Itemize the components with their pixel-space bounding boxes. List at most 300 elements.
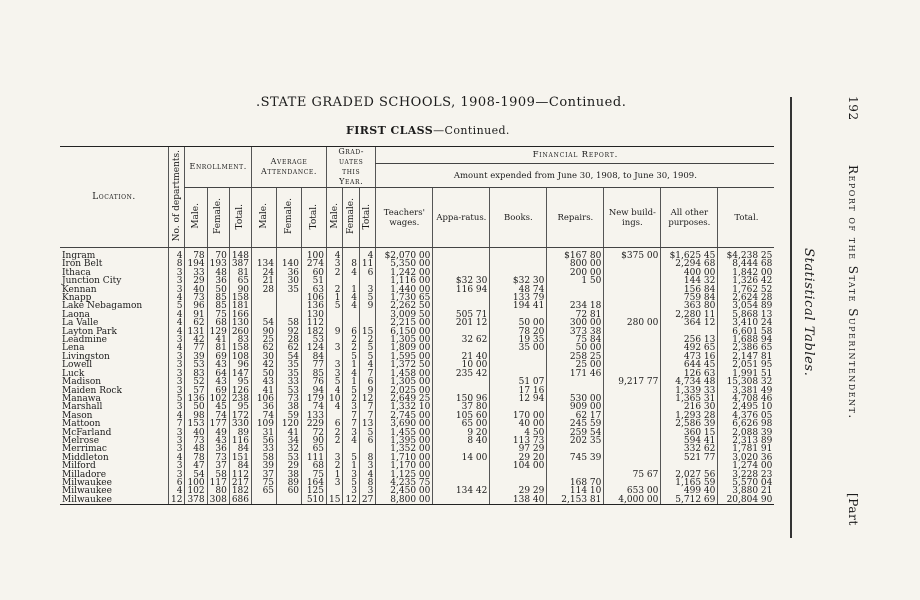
apparatus-header: Appa-ratus. — [433, 188, 490, 248]
value-cell: 4 — [327, 387, 343, 395]
value-cell: 39 — [252, 462, 277, 470]
value-cell: 12 — [169, 496, 185, 505]
value-cell: 108 — [229, 353, 251, 361]
value-cell: $32 30 — [433, 277, 490, 285]
value-cell: 148 — [229, 248, 251, 261]
value-cell: 2,280 11 — [661, 311, 718, 319]
value-cell: 2 — [327, 269, 343, 277]
value-cell: 35 — [277, 370, 302, 378]
value-cell: 116 — [229, 437, 251, 445]
value-cell: 3 — [169, 403, 185, 411]
value-cell: 2,215 00 — [376, 319, 433, 327]
value-cell: 37 80 — [433, 403, 490, 411]
amount-expended-header: Amount expended from June 30, 1908, to June 30, 1909. — [376, 164, 775, 188]
value-cell: 53 — [185, 361, 207, 369]
value-cell: 130 — [302, 311, 327, 319]
value-cell: 5 — [359, 429, 375, 437]
value-cell: 4 — [343, 269, 359, 277]
value-cell: 1,372 50 — [376, 361, 433, 369]
value-cell: 1,305 00 — [376, 378, 433, 386]
value-cell: 8 40 — [433, 437, 490, 445]
value-cell — [547, 378, 604, 386]
value-cell: 1,781 91 — [718, 445, 775, 453]
location-cell: Junction City — [62, 276, 122, 287]
value-cell: 164 — [302, 479, 327, 487]
value-cell: 60 — [302, 269, 327, 277]
att-male-header — [252, 188, 277, 248]
value-cell: 100 — [302, 248, 327, 261]
value-cell: 4 — [359, 361, 375, 369]
value-cell — [604, 445, 661, 453]
location-cell: Knapp — [62, 293, 92, 304]
value-cell: 42 — [185, 336, 207, 344]
value-cell: 2,386 65 — [718, 344, 775, 352]
value-cell: 112 — [302, 319, 327, 327]
value-cell: 130 — [229, 319, 251, 327]
subtitle-main: FIRST CLASS — [346, 124, 434, 137]
value-cell — [604, 302, 661, 310]
value-cell: 2,649 25 — [376, 395, 433, 403]
value-cell: 30 — [277, 277, 302, 285]
value-cell: 49 — [207, 429, 229, 437]
enroll-male-header — [185, 188, 207, 248]
location-cell: Iron Belt — [62, 259, 103, 270]
value-cell: 216 30 — [661, 403, 718, 411]
value-cell — [490, 260, 547, 268]
value-cell: 1 — [343, 286, 359, 294]
value-cell: 28 — [252, 286, 277, 294]
value-cell: 51 — [302, 277, 327, 285]
value-cell: 65 — [252, 487, 277, 495]
value-cell: 274 — [302, 260, 327, 268]
value-cell: 32 62 — [433, 336, 490, 344]
value-cell: 2,495 10 — [718, 403, 775, 411]
value-cell: 1 — [343, 462, 359, 470]
value-cell: 1,165 59 — [661, 479, 718, 487]
value-cell — [490, 248, 547, 261]
value-cell: 3 — [327, 370, 343, 378]
location-cell: Lowell — [62, 360, 93, 371]
value-cell: 72 81 — [547, 311, 604, 319]
value-cell — [277, 294, 302, 302]
value-cell: 3 — [169, 277, 185, 285]
value-cell: 181 — [229, 302, 251, 310]
value-cell: 57 — [185, 387, 207, 395]
value-cell: 3,381 49 — [718, 387, 775, 395]
value-cell: 29 — [185, 277, 207, 285]
value-cell: 4 — [359, 471, 375, 479]
value-cell: 4,734 48 — [661, 378, 718, 386]
value-cell: 594 41 — [661, 437, 718, 445]
value-cell: 2 — [327, 286, 343, 294]
value-cell: 505 71 — [433, 311, 490, 319]
value-cell: 90 — [252, 328, 277, 336]
value-cell: 3 — [169, 286, 185, 294]
value-cell: 50 00 — [490, 319, 547, 327]
value-cell: 3 — [169, 361, 185, 369]
grad-female-header — [343, 188, 359, 248]
value-cell — [433, 496, 490, 505]
value-cell — [490, 471, 547, 479]
grad-male-text: Male. — [329, 203, 340, 230]
location-cell: Maiden Rock — [62, 385, 122, 396]
value-cell: 166 — [229, 311, 251, 319]
value-cell: 28 — [277, 336, 302, 344]
value-cell: 3,020 36 — [718, 454, 775, 462]
value-cell: 4 50 — [490, 429, 547, 437]
value-cell: 4 — [327, 248, 343, 261]
value-cell: 31 — [252, 429, 277, 437]
value-cell: 129 — [207, 328, 229, 336]
location-header: Location. — [60, 147, 169, 248]
value-cell: 4 — [327, 403, 343, 411]
value-cell: 2 — [343, 336, 359, 344]
value-cell: 134 42 — [433, 487, 490, 495]
value-cell: 124 — [302, 344, 327, 352]
value-cell: 1,332 10 — [376, 403, 433, 411]
value-cell: 3,228 23 — [718, 471, 775, 479]
value-cell: 96 — [229, 361, 251, 369]
value-cell: 36 — [207, 445, 229, 453]
value-cell: 373 38 — [547, 328, 604, 336]
value-cell: 53 — [302, 336, 327, 344]
value-cell: 84 — [302, 353, 327, 361]
value-cell — [604, 269, 661, 277]
value-cell: 2,294 68 — [661, 260, 718, 268]
total-header: Total. — [718, 188, 775, 248]
value-cell: 1,595 00 — [376, 353, 433, 361]
value-cell: 4 — [169, 344, 185, 352]
value-cell: 7 — [343, 420, 359, 428]
value-cell — [604, 403, 661, 411]
value-cell: 1,842 00 — [718, 269, 775, 277]
value-cell: 72 — [302, 429, 327, 437]
side-report-title: Report of the State Superintendent. — [846, 165, 860, 420]
enrollment-header: Enrollment. — [185, 147, 252, 188]
value-cell: 1,170 00 — [376, 462, 433, 470]
value-cell: 3 — [359, 487, 375, 495]
value-cell: 759 84 — [661, 294, 718, 302]
value-cell: 147 — [229, 370, 251, 378]
value-cell: 5,712 69 — [661, 496, 718, 505]
value-cell: 25 00 — [547, 361, 604, 369]
financial-header: Financial Report. — [376, 147, 775, 164]
value-cell: 64 — [207, 370, 229, 378]
value-cell: 1,440 00 — [376, 286, 433, 294]
value-cell: 40 00 — [490, 420, 547, 428]
value-cell: 136 — [185, 395, 207, 403]
value-cell: 182 — [229, 487, 251, 495]
value-cell: 5 — [359, 353, 375, 361]
value-cell: 2 — [327, 429, 343, 437]
value-cell: 50 — [252, 370, 277, 378]
subtitle-continued: —Continued. — [433, 124, 510, 137]
value-cell: 48 — [185, 445, 207, 453]
value-cell: 65 — [229, 277, 251, 285]
value-cell: 217 — [229, 479, 251, 487]
value-cell: 41 — [277, 429, 302, 437]
value-cell: 5 — [343, 454, 359, 462]
value-cell: 8,800 00 — [376, 496, 433, 505]
enroll-total-text: Total. — [235, 203, 246, 230]
value-cell: 78 20 — [490, 328, 547, 336]
value-cell: 60 — [277, 487, 302, 495]
location-cell: Kennan — [62, 284, 97, 295]
value-cell: 653 00 — [604, 487, 661, 495]
value-cell: 1,326 42 — [718, 277, 775, 285]
value-cell: 4,235 75 — [376, 479, 433, 487]
value-cell: 33 — [185, 269, 207, 277]
value-cell: 36 — [207, 277, 229, 285]
value-cell: 9 20 — [433, 429, 490, 437]
value-cell: 104 00 — [490, 462, 547, 470]
location-cell: Manawa — [62, 393, 101, 404]
value-cell: 2,027 56 — [661, 471, 718, 479]
value-cell: 29 — [277, 462, 302, 470]
value-cell: 168 70 — [547, 479, 604, 487]
value-cell — [604, 277, 661, 285]
value-cell: 2 — [359, 336, 375, 344]
value-cell: 69 — [207, 353, 229, 361]
value-cell: 6 — [169, 479, 185, 487]
value-cell: 3 — [343, 487, 359, 495]
value-cell: 3 — [359, 286, 375, 294]
enroll-female-text: Female. — [213, 198, 224, 235]
value-cell: 7 — [359, 412, 375, 420]
value-cell: 4,708 46 — [718, 395, 775, 403]
value-cell: 5 — [327, 378, 343, 386]
location-cell: Milford — [62, 461, 96, 472]
value-cell: 6,150 00 — [376, 328, 433, 336]
value-cell: 644 45 — [661, 361, 718, 369]
value-cell: 2,450 00 — [376, 487, 433, 495]
page-subtitle — [346, 124, 510, 137]
value-cell: 2 — [343, 344, 359, 352]
side-part-label: [Part — [846, 493, 860, 526]
value-cell: 5 — [169, 395, 185, 403]
location-cell: Leadmine — [62, 335, 107, 346]
value-cell: 1,125 00 — [376, 471, 433, 479]
value-cell: 114 10 — [547, 487, 604, 495]
value-cell: 17 16 — [490, 387, 547, 395]
value-cell: 113 73 — [490, 437, 547, 445]
value-cell: 258 25 — [547, 353, 604, 361]
value-cell: 10 — [327, 395, 343, 403]
right-margin-rule — [790, 97, 792, 538]
value-cell — [343, 311, 359, 319]
value-cell: 15 — [359, 328, 375, 336]
value-cell: 74 — [207, 412, 229, 420]
value-cell: 54 — [185, 471, 207, 479]
value-cell: 3 — [169, 336, 185, 344]
value-cell: 48 74 — [490, 286, 547, 294]
value-cell: 54 — [277, 353, 302, 361]
value-cell: 136 — [302, 302, 327, 310]
value-cell: 3,410 24 — [718, 319, 775, 327]
value-cell: 50 00 — [547, 344, 604, 352]
value-cell: 7 — [343, 412, 359, 420]
location-cell: McFarland — [62, 427, 112, 438]
value-cell: 84 — [229, 462, 251, 470]
value-cell: 7 — [169, 420, 185, 428]
value-cell: 151 — [229, 454, 251, 462]
value-cell: 21 — [252, 277, 277, 285]
value-cell: 201 12 — [433, 319, 490, 327]
location-cell: Milwaukee — [62, 477, 112, 488]
value-cell: 4 — [169, 248, 185, 261]
value-cell: 2,313 89 — [718, 437, 775, 445]
value-cell: 9 — [327, 328, 343, 336]
value-cell: 5 — [169, 302, 185, 310]
value-cell — [252, 294, 277, 302]
value-cell — [359, 311, 375, 319]
location-cell: Melrose — [62, 435, 100, 446]
value-cell: 50 — [185, 403, 207, 411]
value-cell: 53 — [277, 387, 302, 395]
departments-header — [169, 147, 185, 248]
value-cell: 3,009 50 — [376, 311, 433, 319]
value-cell: 59 — [277, 412, 302, 420]
value-cell: 96 — [185, 302, 207, 310]
new-buildings-header: New build-ings. — [604, 188, 661, 248]
value-cell — [327, 311, 343, 319]
value-cell — [604, 294, 661, 302]
value-cell: 4,000 00 — [604, 496, 661, 505]
location-cell: Lake Nebagamon — [62, 301, 143, 312]
value-cell: 43 — [207, 361, 229, 369]
value-cell: 6,626 98 — [718, 420, 775, 428]
location-cell: Layton Park — [62, 326, 117, 337]
value-cell: 12 — [343, 496, 359, 505]
value-cell: 131 — [185, 328, 207, 336]
att-total-header — [302, 188, 327, 248]
value-cell: 63 — [302, 286, 327, 294]
location-cell: Marshall — [62, 402, 103, 413]
location-cell: Ithaca — [62, 267, 91, 278]
value-cell: 43 — [207, 378, 229, 386]
value-cell — [433, 248, 490, 261]
value-cell: 4 — [343, 370, 359, 378]
value-cell: 1 — [343, 378, 359, 386]
value-cell: 909 00 — [547, 403, 604, 411]
value-cell: 112 — [229, 471, 251, 479]
value-cell: 4 — [343, 437, 359, 445]
value-cell: 84 — [229, 445, 251, 453]
value-cell: 1,688 94 — [718, 336, 775, 344]
value-cell: 3 — [327, 344, 343, 352]
value-cell: 1,809 00 — [376, 344, 433, 352]
value-cell: 68 — [302, 462, 327, 470]
value-cell: 2,025 00 — [376, 387, 433, 395]
value-cell: 3,880 21 — [718, 487, 775, 495]
value-cell — [433, 378, 490, 386]
value-cell: 171 46 — [547, 370, 604, 378]
value-cell: 12 94 — [490, 395, 547, 403]
value-cell — [433, 294, 490, 302]
value-cell: 76 — [302, 378, 327, 386]
value-cell — [252, 302, 277, 310]
value-cell: 68 — [207, 319, 229, 327]
value-cell: 499 40 — [661, 487, 718, 495]
value-cell: 4,376 05 — [718, 412, 775, 420]
value-cell: 3 — [169, 445, 185, 453]
value-cell: 1,305 00 — [376, 336, 433, 344]
value-cell: 102 — [207, 395, 229, 403]
value-cell: 8 — [359, 454, 375, 462]
grad-male-header — [327, 188, 343, 248]
value-cell: 235 42 — [433, 370, 490, 378]
value-cell: 5 — [343, 479, 359, 487]
value-cell: 33 — [252, 445, 277, 453]
value-cell: 2,745 00 — [376, 412, 433, 420]
value-cell: 80 — [207, 487, 229, 495]
value-cell: $32 30 — [490, 277, 547, 285]
value-cell: 9 — [359, 302, 375, 310]
value-cell: 35 — [277, 361, 302, 369]
enroll-male-text: Male. — [190, 203, 201, 230]
value-cell: 3 — [169, 462, 185, 470]
value-cell: 194 — [185, 260, 207, 268]
value-cell: 34 — [277, 437, 302, 445]
value-cell: 41 — [252, 387, 277, 395]
value-cell: 5,350 00 — [376, 260, 433, 268]
value-cell — [604, 412, 661, 420]
value-cell: 153 — [185, 420, 207, 428]
value-cell: 4 — [169, 454, 185, 462]
value-cell: 102 — [185, 487, 207, 495]
value-cell: 686 — [229, 496, 251, 505]
value-cell: 95 — [229, 403, 251, 411]
value-cell: 1 — [327, 294, 343, 302]
value-cell: 58 — [277, 319, 302, 327]
value-cell: 530 00 — [547, 395, 604, 403]
value-cell: 41 — [207, 336, 229, 344]
value-cell: 30 — [252, 353, 277, 361]
value-cell: 47 — [185, 462, 207, 470]
value-cell — [433, 260, 490, 268]
value-cell: 94 — [302, 387, 327, 395]
value-cell: 3 — [169, 353, 185, 361]
value-cell: 11 — [359, 260, 375, 268]
value-cell: 73 — [185, 294, 207, 302]
value-cell: 62 — [277, 344, 302, 352]
value-cell: 378 — [185, 496, 207, 505]
value-cell — [433, 462, 490, 470]
value-cell — [433, 471, 490, 479]
value-cell: 89 — [229, 429, 251, 437]
value-cell: 83 — [185, 370, 207, 378]
value-cell: 510 — [302, 496, 327, 505]
value-cell: 280 00 — [604, 319, 661, 327]
table-body — [60, 248, 774, 505]
value-cell: 13 — [359, 420, 375, 428]
all-other-header: All other purposes. — [661, 188, 718, 248]
value-cell: 78 — [185, 454, 207, 462]
value-cell: 8 — [359, 479, 375, 487]
value-cell: 2 — [327, 437, 343, 445]
value-cell: 6 — [359, 269, 375, 277]
value-cell: 21 40 — [433, 353, 490, 361]
value-cell: 1,339 33 — [661, 387, 718, 395]
value-cell: 150 96 — [433, 395, 490, 403]
value-cell: 6 — [343, 328, 359, 336]
value-cell: 75 — [302, 471, 327, 479]
value-cell: 2,153 81 — [547, 496, 604, 505]
value-cell: 200 00 — [547, 269, 604, 277]
value-cell: 75 84 — [547, 336, 604, 344]
value-cell: 1,293 28 — [661, 412, 718, 420]
value-cell — [277, 496, 302, 505]
